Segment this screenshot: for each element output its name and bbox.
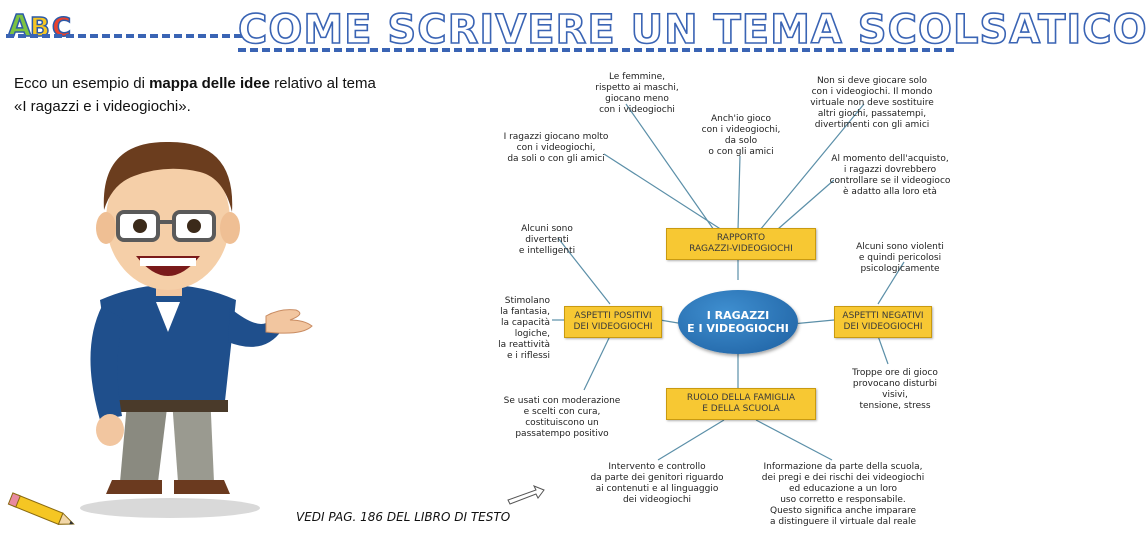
note-line: I ragazzi giocano molto: [503, 132, 609, 142]
note-line: controllare se il videogioco: [829, 176, 951, 186]
box-positivi: [564, 306, 662, 338]
box-famiglia: [666, 388, 816, 420]
note-line: da soli o con gli amici: [507, 154, 605, 164]
header-divider-left: [6, 34, 242, 38]
note-line: logiche,: [514, 329, 550, 339]
intro-text: [14, 72, 434, 118]
note-line: da parte dei genitori riguardo: [590, 473, 724, 483]
note-anchio: [696, 114, 786, 158]
note-line: dei pregi e dei rischi dei videogiochi: [761, 473, 925, 483]
intro-highlight: mappa delle idee: [149, 75, 270, 92]
note-line: la reattività: [498, 340, 550, 350]
teacher-illustration-icon: [60, 120, 340, 520]
center-line: E I VIDEOGIOCHI: [687, 322, 789, 335]
note-line: con i videogiochi,: [516, 143, 596, 153]
page-title: COME SCRIVERE UN TEMA SCOLSATICO: [238, 7, 1148, 53]
note-line: con i videogiochi,: [701, 125, 781, 135]
center-topic: [678, 290, 798, 354]
note-line: ed educazione a un loro: [788, 484, 898, 494]
pencil-icon: [4, 492, 84, 532]
box-rapporto: [666, 228, 816, 260]
mind-map: [494, 64, 960, 540]
center-line: I RAGAZZI: [706, 309, 770, 322]
note-line: divertenti: [525, 235, 569, 245]
note-line: Non si deve giocare solo: [816, 76, 928, 86]
note-moderazione: [502, 396, 622, 440]
box-negativi: [834, 306, 932, 338]
note-violenti: [848, 242, 952, 275]
note-line: costituiscono un: [525, 418, 599, 428]
note-divertenti: [512, 224, 582, 257]
note-non-si-deve: [798, 76, 946, 131]
note-line: divertimenti con gli amici: [814, 120, 930, 130]
abc-logo-icon: [6, 8, 76, 44]
note-intervento: [590, 462, 724, 506]
note-acquisto: [824, 154, 956, 198]
box-line: RAGAZZI-VIDEOGIOCHI: [689, 244, 793, 254]
note-line: passatempo positivo: [515, 429, 609, 439]
note-line: o con gli amici: [708, 147, 774, 157]
note-line: uso corretto e responsabile.: [780, 495, 906, 505]
note-line: Alcuni sono violenti: [856, 242, 944, 252]
note-line: e quindi pericolosi: [858, 253, 942, 263]
note-line: ai contenuti e al linguaggio: [595, 484, 719, 494]
note-line: giocano meno: [605, 94, 669, 104]
note-line: dei videogiochi: [622, 495, 692, 505]
note-informazione: [754, 462, 932, 528]
note-line: rispetto ai maschi,: [595, 83, 679, 93]
box-line: RAPPORTO: [716, 233, 766, 243]
box-line: ASPETTI NEGATIVI: [842, 311, 924, 321]
box-line: RUOLO DELLA FAMIGLIA: [686, 393, 796, 403]
note-line: è adatto alla loro età: [843, 187, 937, 197]
svg-text:A: A: [8, 9, 32, 44]
note-line: Anch'io gioco: [710, 114, 772, 124]
note-ragazzi-giocano: [498, 132, 614, 165]
note-line: e intelligenti: [518, 246, 576, 256]
intro-text-start: Ecco un esempio di: [14, 75, 150, 92]
note-line: a distinguere il virtuale dal reale: [769, 517, 917, 527]
note-line: Intervento e controllo: [608, 462, 706, 472]
note-line: e scelti con cura,: [523, 407, 601, 417]
note-line: la capacità: [500, 318, 550, 328]
note-line: provocano disturbi visivi,: [852, 379, 938, 400]
svg-text:B: B: [30, 13, 50, 43]
note-line: Stimolano: [504, 296, 550, 306]
note-line: con i videogiochi. Il mondo: [811, 87, 933, 97]
note-troppe-ore: [842, 368, 948, 412]
textbook-reference: VEDI PAG. 186 DEL LIBRO DI TESTO: [296, 510, 511, 524]
note-line: Informazione da parte della scuola,: [763, 462, 923, 472]
note-line: la fantasia,: [500, 307, 550, 317]
note-line: altri giochi, passatempi,: [817, 109, 927, 119]
note-line: Al momento dell'acquisto,: [831, 154, 949, 164]
header-divider-right: [238, 48, 954, 52]
note-line: Questo significa anche imparare: [769, 506, 917, 516]
box-line: DEI VIDEOGIOCHI: [573, 322, 653, 332]
note-line: tensione, stress: [859, 401, 931, 411]
note-line: e i riflessi: [506, 351, 550, 361]
note-line: Le femmine,: [608, 72, 666, 82]
note-line: da solo: [724, 136, 758, 146]
note-line: virtuale non deve sostituire: [810, 98, 934, 108]
note-stimolano: [494, 296, 550, 362]
note-line: con i videogiochi: [599, 105, 675, 115]
note-femmine: [590, 72, 684, 116]
note-line: Se usati con moderazione: [503, 396, 621, 406]
intro-text-end: relativo al tema: [269, 75, 376, 92]
box-line: DEI VIDEOGIOCHI: [843, 322, 923, 332]
box-line: ASPETTI POSITIVI: [574, 311, 652, 321]
note-line: i ragazzi dovrebbero: [843, 165, 937, 175]
note-line: psicologicamente: [860, 264, 940, 274]
intro-line-2: «I ragazzi e i videogiochi».: [14, 98, 191, 115]
note-line: Alcuni sono: [521, 224, 573, 234]
svg-text:C: C: [52, 13, 72, 43]
note-line: Troppe ore di gioco: [852, 368, 938, 378]
box-line: E DELLA SCUOLA: [702, 404, 780, 414]
